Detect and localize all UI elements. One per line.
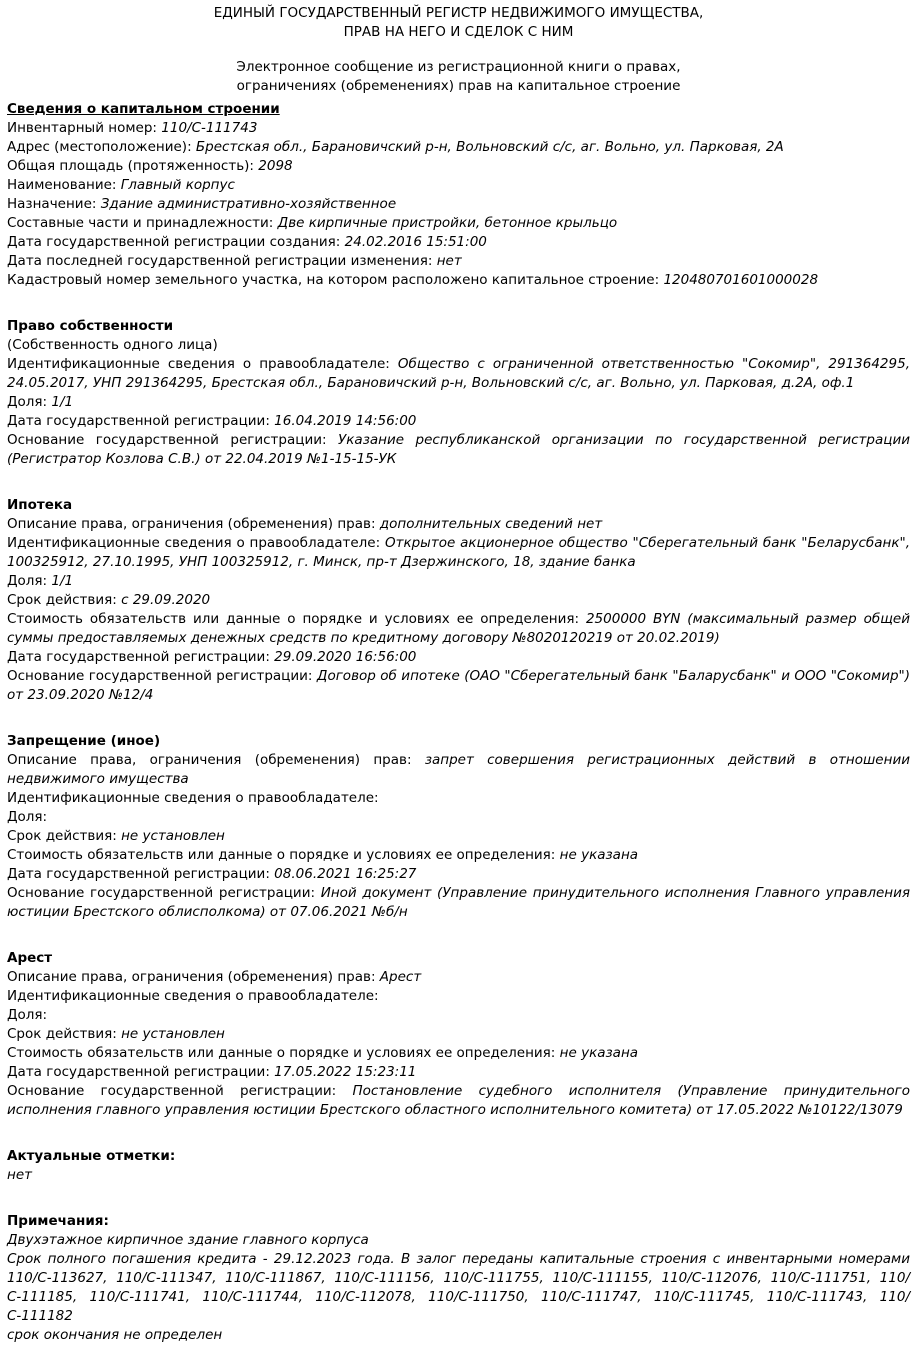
field-value: Постановление судебного исполнителя (Управление принудительного исполнения главного управления юстиции Брестского областного исполнительного комитета) от 17.05.2022 №10122/13079: [7, 1083, 910, 1118]
field-label: Дата государственной регистрации:: [7, 649, 270, 665]
field-registration-basis: [7, 431, 910, 469]
field-share: [7, 393, 910, 412]
section-heading-notes: Примечания:: [7, 1213, 109, 1229]
field-cadastral-number: [7, 271, 910, 290]
field-label: Идентификационные сведения о правообладателе:: [7, 790, 379, 806]
document-subtitle-line2: ограничениях (обременениях) прав на капитальное строение: [236, 78, 681, 94]
field-value: не установлен: [121, 1026, 225, 1042]
field-label: Доля:: [7, 1007, 48, 1023]
field-total-area: [7, 157, 910, 176]
field-label: Стоимость обязательств или данные о порядке и условиях ее определения:: [7, 1045, 556, 1061]
field-value: Иной документ (Управление принудительного исполнения Главного управления юстиции Брестского облисполкома) от 07.06.2021 №б/н: [7, 885, 910, 920]
field-label: Дата государственной регистрации создания:: [7, 234, 341, 250]
field-label: Описание права, ограничения (обременения) прав:: [7, 969, 376, 985]
field-value: 110/С-111743: [161, 120, 258, 136]
field-obligation-value: [7, 846, 910, 865]
field-obligation-value: [7, 1044, 910, 1063]
field-value: 29.09.2020 16:56:00: [274, 649, 417, 665]
section-prohibition: [7, 732, 910, 922]
document-title-line1: ЕДИНЫЙ ГОСУДАРСТВЕННЫЙ РЕГИСТР НЕДВИЖИМОГО ИМУЩЕСТВА,: [213, 5, 704, 21]
document-subtitle-line1: Электронное сообщение из регистрационной книги о правах,: [236, 59, 681, 75]
field-value: нет: [436, 253, 462, 269]
field-label: Дата государственной регистрации:: [7, 866, 270, 882]
field-rightholder-identification: [7, 355, 910, 393]
document-title-line2: ПРАВ НА НЕГО И СДЕЛОК С НИМ: [343, 24, 574, 40]
section-heading-building: Сведения о капитальном строении: [7, 101, 280, 117]
field-obligation-value: [7, 610, 910, 648]
field-value: Указание республиканской организации по государственной регистрации (Регистратор Козлова С.В.) от 22.04.2019 №1-15-15-УК: [7, 432, 910, 467]
field-label: Описание права, ограничения (обременения) прав:: [7, 752, 412, 768]
field-label: Стоимость обязательств или данные о порядке и условиях ее определения:: [7, 611, 580, 627]
field-value: запрет совершения регистрационных действий в отношении недвижимого имущества: [7, 752, 910, 787]
section-building-info: [7, 100, 910, 290]
current-marks-value: нет: [7, 1167, 32, 1183]
field-creation-registration-date: [7, 233, 910, 252]
field-share: [7, 1006, 910, 1025]
field-label: Кадастровый номер земельного участка, на котором расположено капитальное строение:: [7, 272, 660, 288]
field-rightholder-identification: [7, 534, 910, 572]
field-label: Идентификационные сведения о правообладателе:: [7, 988, 379, 1004]
field-value: 24.02.2016 15:51:00: [344, 234, 487, 250]
note-paragraph-building-description: Двухэтажное кирпичное здание главного корпуса: [7, 1232, 369, 1248]
section-heading-ownership: Право собственности: [7, 318, 174, 334]
field-value: Арест: [379, 969, 422, 985]
field-label: Основание государственной регистрации:: [7, 668, 313, 684]
field-label: Основание государственной регистрации:: [7, 885, 316, 901]
field-value: не установлен: [121, 828, 225, 844]
field-label: Составные части и принадлежности:: [7, 215, 274, 231]
field-label: Дата государственной регистрации:: [7, 413, 270, 429]
field-value: Открытое акционерное общество "Сберегательный банк "Беларусбанк", 100325912, 27.10.1995, УНП 100325912, г. Минск, пр-т Дзержинского, 18, здание банка: [7, 535, 911, 570]
field-value: 1/1: [51, 573, 74, 589]
field-validity-period: [7, 827, 910, 846]
field-right-description: [7, 968, 910, 987]
ownership-type-subheading: (Собственность одного лица): [7, 337, 218, 353]
field-value: Брестская обл., Барановичский р-н, Вольновский с/с, аг. Вольно, ул. Парковая, 2А: [195, 139, 784, 155]
field-label: Стоимость обязательств или данные о порядке и условиях ее определения:: [7, 847, 556, 863]
note-paragraph-credit-and-pledged-inventory-numbers: Срок полного погашения кредита - 29.12.2023 года. В залог переданы капитальные строения с инвентарными номерами 110/​С-113627, 110/​С-111347, 110/​С-111867, 110/​С-111156, 110/​С-111755, 110/​С-111155, 110/​С-112076, 110/​С-111751, 110/​С-111185, 110/​С-111741, 110/​С-111744, 110/​С-112078, 110/​С-111750, 110/​С-111747, 110/​С-111745, 110/​С-111743, 110/​С-111182: [7, 1251, 910, 1324]
field-registration-date: [7, 648, 910, 667]
field-share: [7, 808, 910, 827]
section-ownership: [7, 317, 910, 469]
section-current-marks: [7, 1147, 910, 1185]
field-label: Доля:: [7, 394, 48, 410]
field-validity-period: [7, 591, 910, 610]
field-value: Главный корпус: [120, 177, 235, 193]
field-value: Общество с ограниченной ответственностью "Сокомир", 291364295, 24.05.2017, УНП 291364295, Брестская обл., Барановичский р-н, Вольновский с/с, аг. Вольно, ул. Парковая, д.2А, оф.1: [7, 356, 910, 391]
field-registration-basis: [7, 1082, 910, 1120]
field-value: 2098: [258, 158, 293, 174]
section-heading-prohibition: Запрещение (иное): [7, 733, 161, 749]
field-value: не указана: [559, 1045, 639, 1061]
field-rightholder-identification: [7, 789, 910, 808]
field-value: с 29.09.2020: [121, 592, 211, 608]
field-label: Инвентарный номер:: [7, 120, 157, 136]
field-label: Основание государственной регистрации:: [7, 432, 327, 448]
field-value: 16.04.2019 14:56:00: [274, 413, 417, 429]
field-label: Наименование:: [7, 177, 117, 193]
field-registration-basis: [7, 884, 910, 922]
field-label: Идентификационные сведения о правообладателе:: [7, 535, 381, 551]
field-right-description: [7, 515, 910, 534]
field-share: [7, 572, 910, 591]
field-component-parts: [7, 214, 910, 233]
section-notes: [7, 1212, 910, 1345]
field-label: Дата последней государственной регистрации изменения:: [7, 253, 433, 269]
field-value: 1/1: [51, 394, 74, 410]
document-header: [7, 4, 910, 96]
field-label: Срок действия:: [7, 1026, 117, 1042]
field-value: Здание административно-хозяйственное: [100, 196, 397, 212]
field-value: не указана: [559, 847, 639, 863]
field-address: [7, 138, 910, 157]
field-validity-period: [7, 1025, 910, 1044]
field-label: Описание права, ограничения (обременения) прав:: [7, 516, 376, 532]
section-arrest: [7, 949, 910, 1120]
field-label: Назначение:: [7, 196, 97, 212]
field-registration-date: [7, 865, 910, 884]
field-registration-date: [7, 1063, 910, 1082]
field-label: Дата государственной регистрации:: [7, 1064, 270, 1080]
field-value: Две кирпичные пристройки, бетонное крыльцо: [277, 215, 618, 231]
field-label: Доля:: [7, 573, 48, 589]
section-heading-arrest: Арест: [7, 950, 53, 966]
section-mortgage: [7, 496, 910, 705]
field-label: Доля:: [7, 809, 48, 825]
field-label: Срок действия:: [7, 828, 117, 844]
field-value: 08.06.2021 16:25:27: [274, 866, 417, 882]
section-heading-mortgage: Ипотека: [7, 497, 73, 513]
field-value: 17.05.2022 15:23:11: [274, 1064, 417, 1080]
field-purpose: [7, 195, 910, 214]
field-rightholder-identification: [7, 987, 910, 1006]
field-label: Адрес (местоположение):: [7, 139, 192, 155]
field-inventory-number: [7, 119, 910, 138]
note-paragraph-end-term: срок окончания не определен: [7, 1327, 223, 1343]
field-label: Общая площадь (протяженность):: [7, 158, 254, 174]
field-value: 120480701601000028: [663, 272, 819, 288]
field-right-description: [7, 751, 910, 789]
section-heading-current-marks: Актуальные отметки:: [7, 1148, 176, 1164]
field-value: дополнительных сведений нет: [379, 516, 603, 532]
field-label: Основание государственной регистрации:: [7, 1083, 337, 1099]
field-registration-basis: [7, 667, 910, 705]
field-last-change-registration-date: [7, 252, 910, 271]
field-value: 2500000 BYN (максимальный размер общей суммы предоставляемых денежных средств по кредитному договору №8020120219 от 20.02.2019): [7, 611, 910, 646]
field-name: [7, 176, 910, 195]
field-label: Идентификационные сведения о правообладателе:: [7, 356, 390, 372]
field-label: Срок действия:: [7, 592, 117, 608]
field-registration-date: [7, 412, 910, 431]
field-value: Договор об ипотеке (ОАО "Сберегательный банк "Баларусбанк" и ООО "Сокомир") от 23.09.2020 №12/4: [7, 668, 911, 703]
